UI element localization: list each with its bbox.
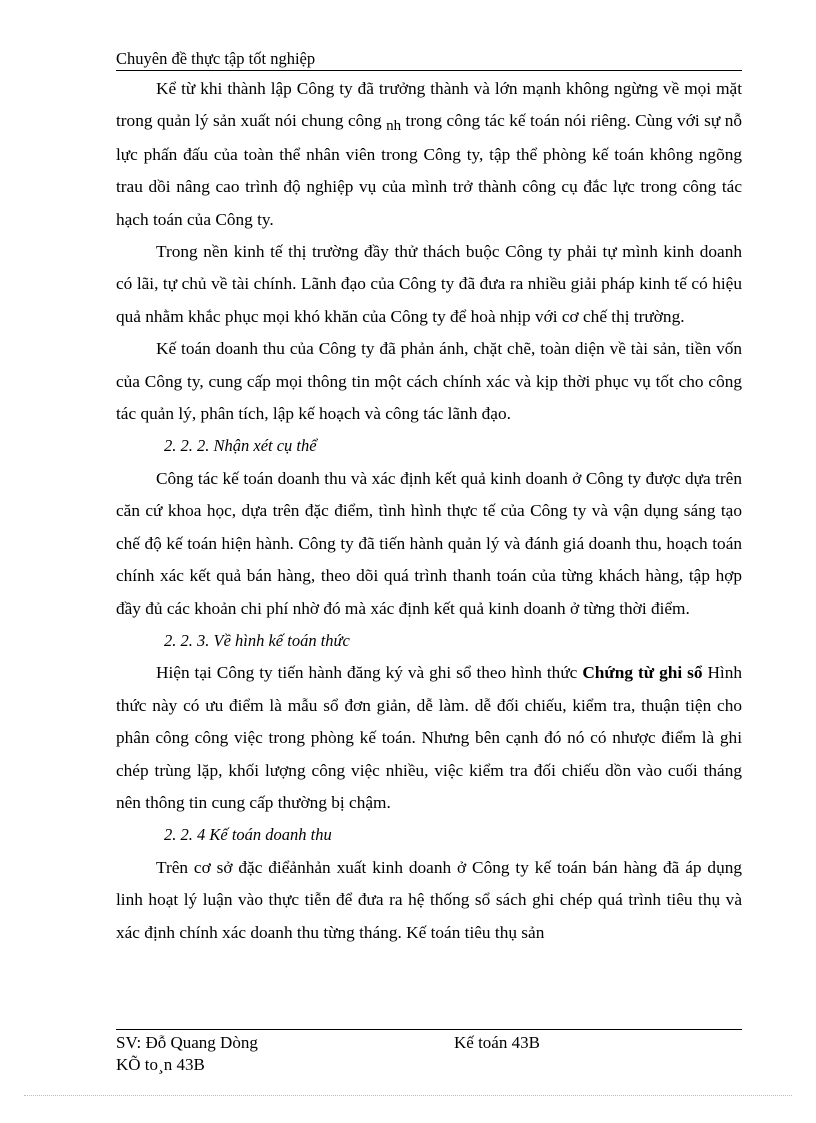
page-edge-dotted-line [24, 1095, 792, 1096]
footer-student-name: SV: Đỗ Quang Dòng [116, 1033, 258, 1052]
footer-class-left: KÕ to¸n 43B [116, 1055, 205, 1074]
bold-term: Chứng từ ghi sổ [582, 663, 703, 683]
header-title: Chuyên đề thực tập tốt nghiệp [116, 49, 316, 68]
header-divider [116, 70, 742, 71]
paragraph-1: Kể từ khi thành lập Công ty đã trưởng thành và lớn mạnh không ngừng về mọi mặt trong quản lý sản xuất nói chung công nh trong công tác kế toán nói riêng. Cùng với sự nỗ lực phấn đấu của toàn thể nhân viên trong Công ty, tập thể phòng kế toán không ngõng trau dồi nâng cao trình độ nghiệp vụ của mình trở thành công cụ đắc lực trong công tác hạch toán của Công ty. [116, 79, 742, 229]
section-heading-2-2-2: 2. 2. 2. Nhận xét cụ thể [164, 436, 317, 456]
page-header [116, 48, 742, 70]
document-body [116, 73, 742, 949]
footer-divider [116, 1029, 742, 1030]
section-heading-2-2-4: 2. 2. 4 Kế toán doanh thu [164, 825, 332, 845]
paragraph-2: Trong nền kinh tế thị trường đầy thử thách buộc Công ty phải tự mình kinh doanh có lãi, tự chủ về tài chính. Lãnh đạo của Công ty đã đưa ra nhiều giải pháp kinh tế có hiệu quả nhằm khắc phục mọi khó khăn của Công ty để hoà nhịp với cơ chế thị trường. [116, 242, 742, 326]
inline-fragment: nh [386, 118, 402, 135]
footer-class-right: Kế toán 43B [454, 1033, 540, 1052]
paragraph-4: Công tác kế toán doanh thu và xác định kết quả kinh doanh ở Công ty được dựa trên căn cứ khoa học, dựa trên đặc điểm, tình hình thực tế của Công ty và vận dụng sáng tạo chế độ kế toán hiện hành. Công ty đã tiến hành quản lý và đánh giá doanh thu, hoạch toán chính xác kết quả bán hàng, theo dõi quá trình thanh toán của từng khách hàng, tập hợp đầy đủ các khoản chi phí nhờ đó mà xác định kết quả kinh doanh ở từng thời điểm. [116, 468, 742, 618]
paragraph-3: Kế toán doanh thu của Công ty đã phản ánh, chặt chẽ, toàn diện về tài sản, tiền vốn của Công ty, cung cấp mọi thông tin một cách chính xác và kịp thời phục vụ tốt cho công tác quản lý, phân tích, lập kế hoạch và công tác lãnh đạo. [116, 339, 742, 424]
paragraph-5: Hiện tại Công ty tiến hành đăng ký và ghi sổ theo hình thức Chứng từ ghi sổ Hình thức này có ưu điểm là mẫu sổ đơn giản, dễ làm. dễ đối chiếu, kiểm tra, thuận tiện cho phân công công việc trong phòng kế toán. Nhưng bên cạnh đó nó có nhược điểm là ghi chép trùng lặp, khối lượng công việc nhiều, việc kiểm tra đối chiếu dồn vào cuối tháng nên thông tin cung cấp thường bị chậm. [116, 663, 743, 812]
paragraph-6: Trên cơ sở đặc điểảnhản xuất kinh doanh ở Công ty kế toán bán hàng đã áp dụng linh hoạt lý luận vào thực tiễn để đưa ra hệ thống sổ sách ghi chép quá trình tiêu thụ và xác định chính xác doanh thu từng tháng. Kế toán tiêu thụ sản [116, 857, 742, 942]
section-heading-2-2-3: 2. 2. 3. Về hình kế toán thức [164, 630, 350, 650]
